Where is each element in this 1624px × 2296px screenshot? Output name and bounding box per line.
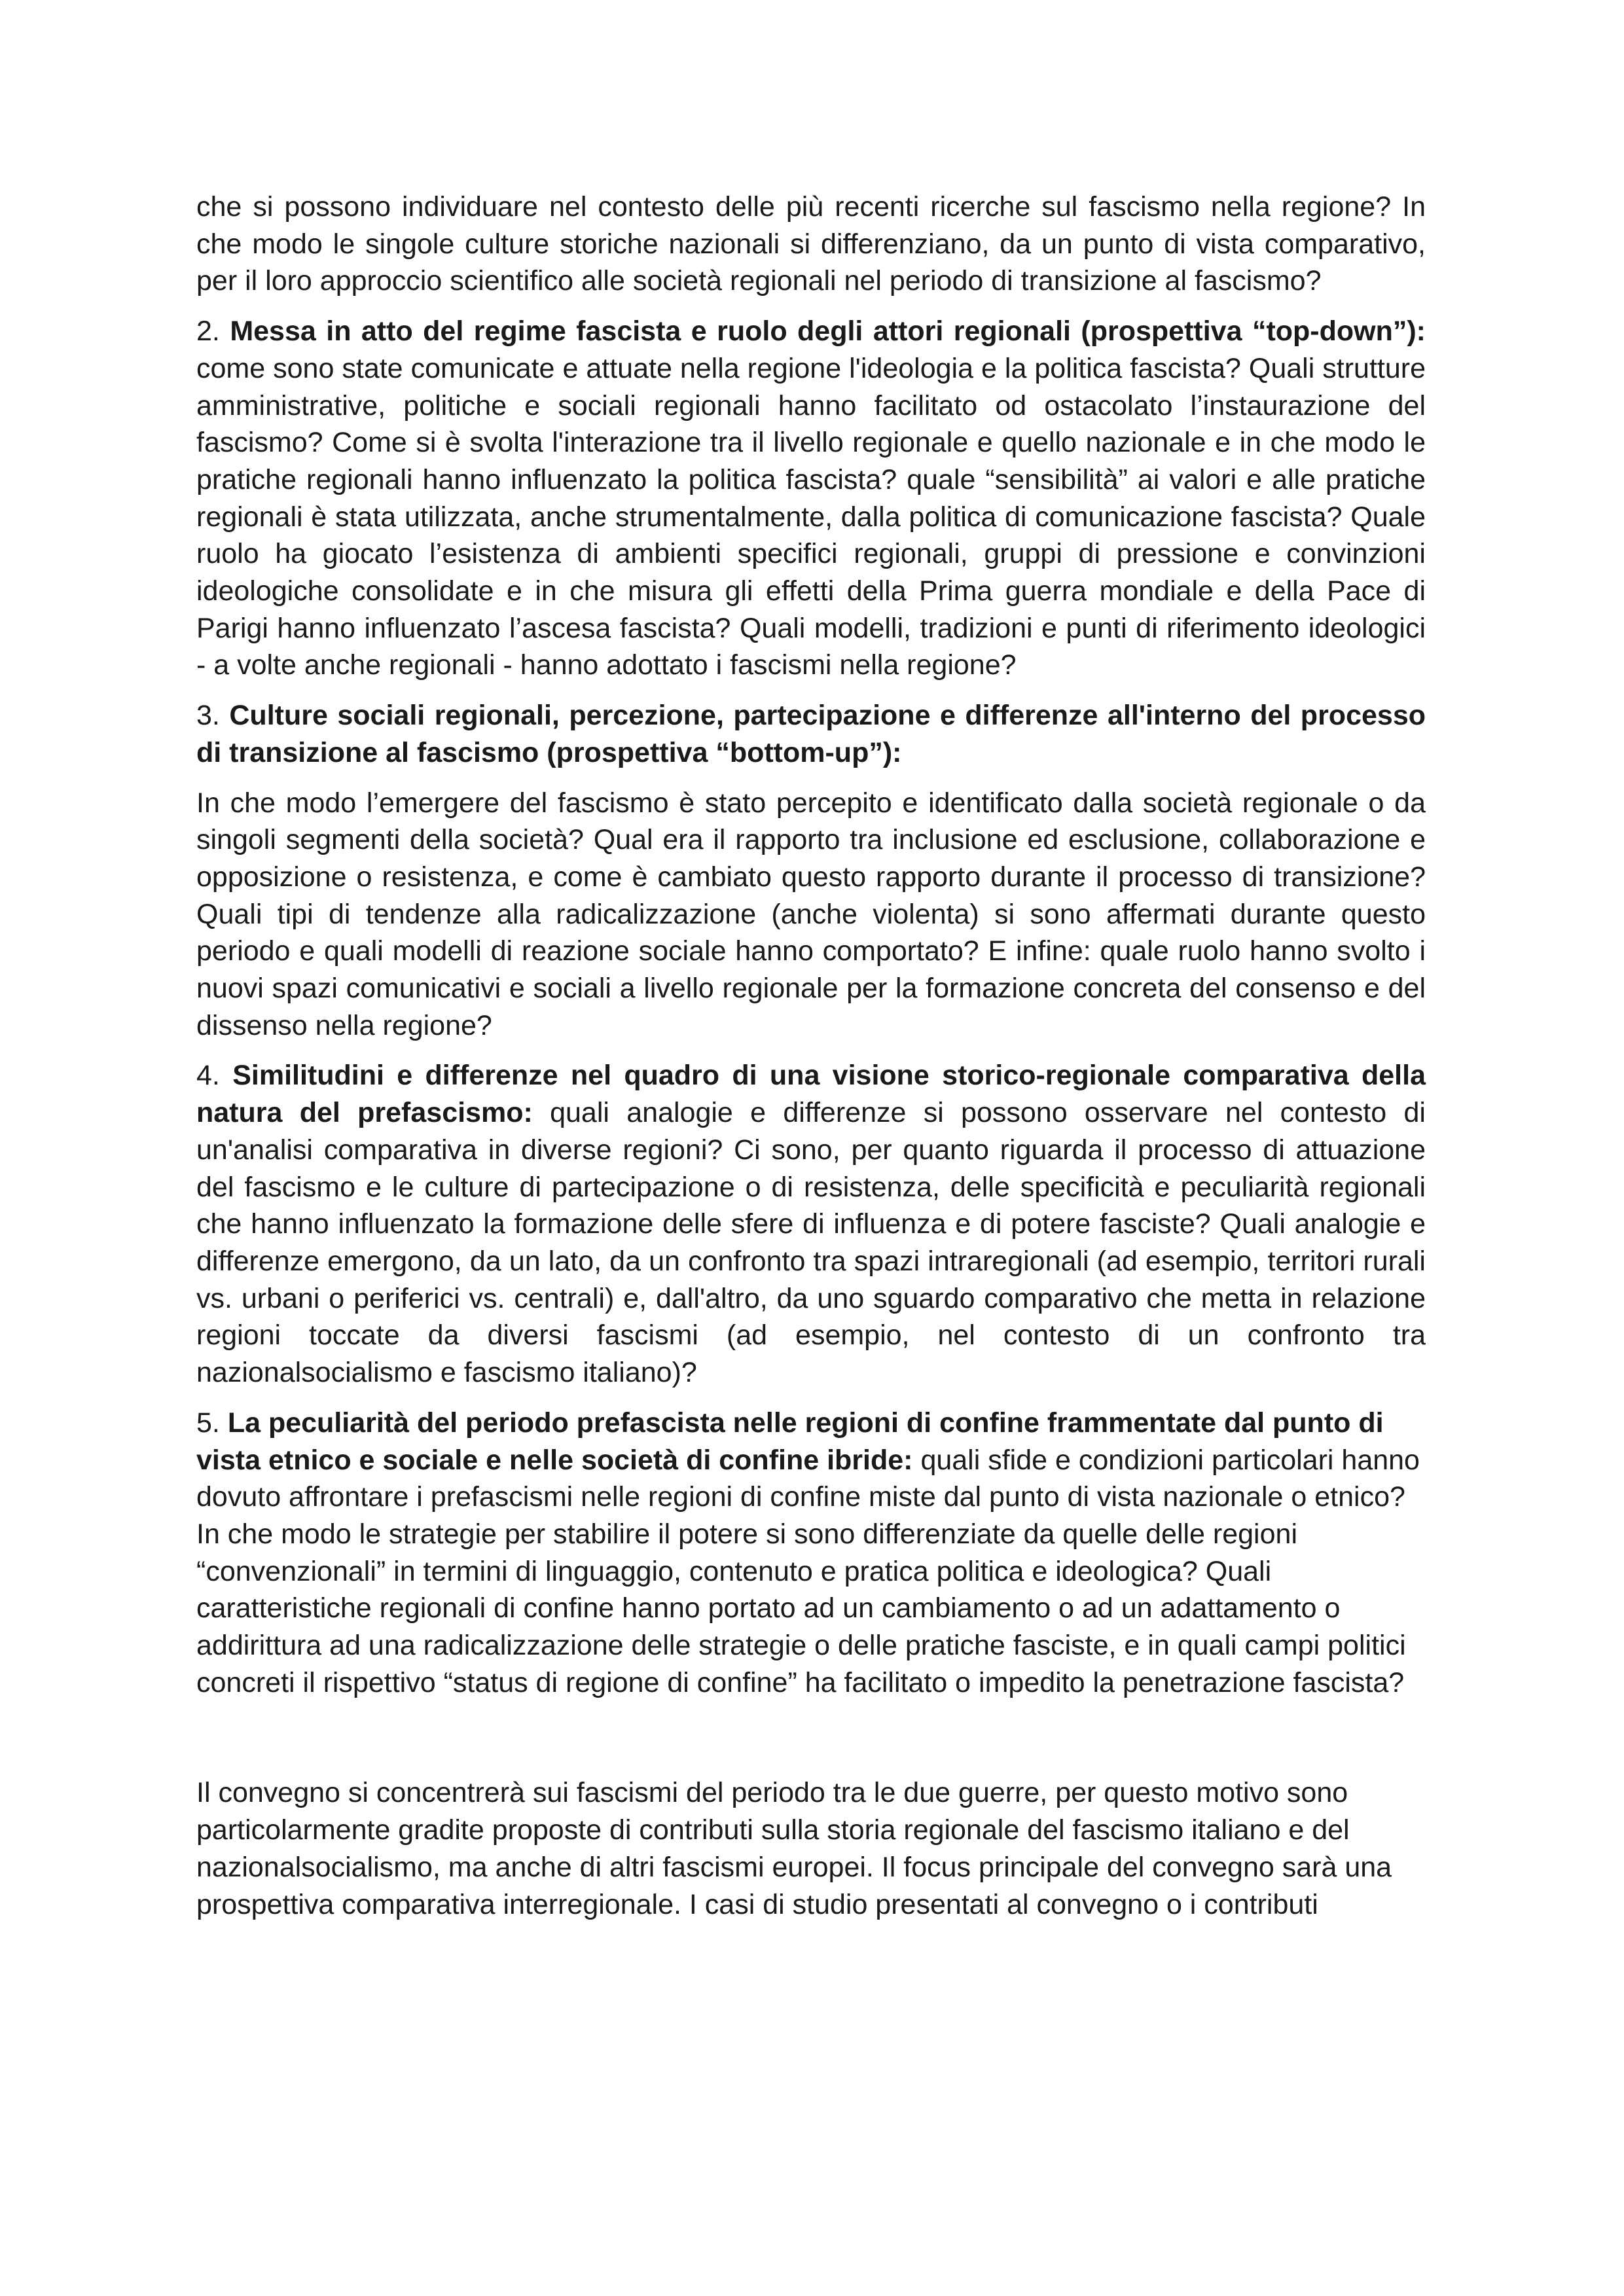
section-2	[196, 313, 1426, 684]
section-4-number: 4.	[196, 1060, 220, 1092]
section-4	[196, 1057, 1426, 1391]
document-body	[196, 188, 1426, 1923]
section-4-body: quali analogie e differenze si possono osservare nel contesto di un'analisi comparativa in diverse regioni? Ci sono, per quanto riguarda il processo di attuazione del fascismo e le culture di partecipazione o di resistenza, delle specificità e peculiarità regionali che hanno influenzato la formazione delle sfere di influenza e di potere fasciste? Quali analogie e differenze emergono, da un lato, da un confronto tra spazi intraregionali (ad esempio, territori rurali vs. urbani o periferici vs. centrali) e, dall'altro, da uno sguardo comparativo che metta in relazione regioni toccate da diversi fascismi (ad esempio, nel contesto di un confronto tra nazionalsocialismo e fascismo italiano)?	[196, 1097, 1426, 1389]
section-5-heading: La peculiarità del periodo prefascista nelle regioni di confine frammentate dal punto di vista etnico e sociale e nelle società di confine ibride:	[196, 1407, 1384, 1476]
intro-paragraph: che si possono individuare nel contesto delle più recenti ricerche sul fascismo nella regione? In che modo le singole culture storiche nazionali si differenziano, da un punto di vista comparativo, per il loro approccio scientifico alle società regionali nel periodo di transizione al fascismo?	[196, 191, 1426, 297]
section-5	[196, 1405, 1426, 1702]
section-3-title	[196, 697, 1426, 771]
section-5-number: 5.	[196, 1407, 220, 1439]
section-2-number: 2.	[196, 315, 220, 348]
section-2-heading: Messa in atto del regime fascista e ruolo degli attori regionali (prospettiva “top-down”):	[230, 315, 1426, 348]
section-4-heading: Similitudini e differenze nel quadro di una visione storico-regionale comparativa della natura del prefascismo:	[196, 1060, 1426, 1129]
section-3-number: 3.	[196, 700, 220, 732]
closing-paragraph: Il convegno si concentrerà sui fascismi del periodo tra le due guerre, per questo motivo sono particolarmente gradite proposte di contributi sulla storia regionale del fascismo italiano e del nazionalsocialismo, ma anche di altri fascismi europei. Il focus principale del convegno sarà una prospettiva comparativa interregionale. I casi di studio presentati al convegno o i contributi	[196, 1777, 1392, 1920]
section-5-body: quali sfide e condizioni particolari hanno dovuto affrontare i prefascismi nelle regioni di confine miste dal punto di vista nazionale o etnico? In che modo le strategie per stabilire il potere si sono differenziate da quelle delle regioni “convenzionali” in termini di linguaggio, contenuto e pratica politica e ideologica? Quali caratteristiche regionali di confine hanno portato ad un cambiamento o ad un adattamento o addirittura ad una radicalizzazione delle strategie o delle pratiche fasciste, e in quali campi politici concreti il rispettivo “status di regione di confine” ha facilitato o impedito la penetrazione fascista?	[196, 1444, 1420, 1698]
section-2-body: come sono state comunicate e attuate nella regione l'ideologia e la politica fascista? Quali strutture amministrative, politiche e sociali regionali hanno facilitato od ostacolato l’instaurazione del fascismo? Come si è svolta l'interazione tra il livello regionale e quello nazionale e in che modo le pratiche regionali hanno influenzato la politica fascista? quale “sensibilità” ai valori e alle pratiche regionali è stata utilizzata, anche strumentalmente, dalla politica di comunicazione fascista? Quale ruolo ha giocato l’esistenza di ambienti specifici regionali, gruppi di pressione e convinzioni ideologiche consolidate e in che misura gli effetti della Prima guerra mondiale e della Pace di Parigi hanno influenzato l’ascesa fascista? Quali modelli, tradizioni e punti di riferimento ideologici - a volte anche regionali - hanno adottato i fascismi nella regione?	[196, 352, 1426, 681]
section-3-body: In che modo l’emergere del fascismo è stato percepito e identificato dalla società regionale o da singoli segmenti della società? Qual era il rapporto tra inclusione ed esclusione, collaborazione e opposizione o resistenza, e come è cambiato questo rapporto durante il processo di transizione? Quali tipi di tendenze alla radicalizzazione (anche violenta) si sono affermati durante questo periodo e quali modelli di reazione sociale hanno comportato? E infine: quale ruolo hanno svolto i nuovi spazi comunicativi e sociali a livello regionale per la formazione concreta del consenso e del dissenso nella regione?	[196, 787, 1426, 1041]
section-3-heading: Culture sociali regionali, percezione, partecipazione e differenze all'interno del processo di transizione al fascismo (prospettiva “bottom-up”):	[196, 700, 1426, 768]
